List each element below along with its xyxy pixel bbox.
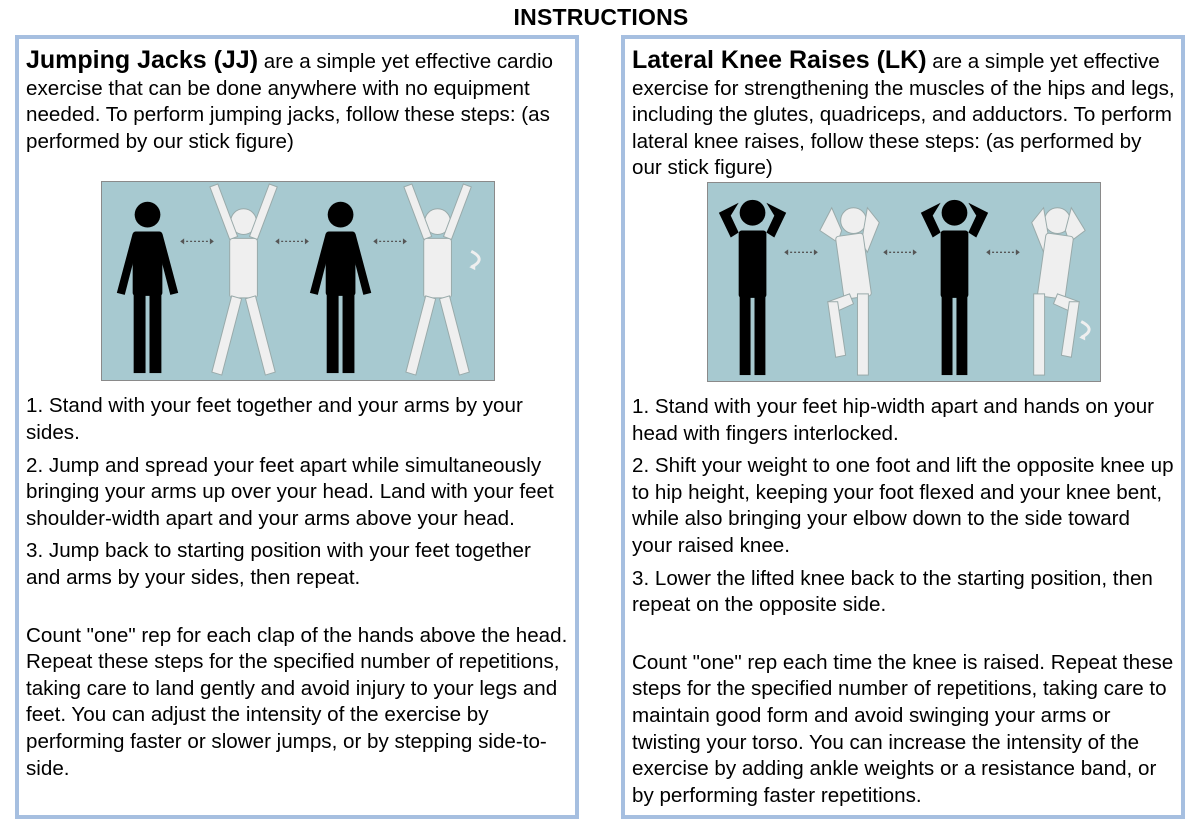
lateral-knee-raises-intro-text: are a simple yet effective exercise for strengthening the muscles of the hips and legs, including the glutes, quadriceps, and adductors. To perform lateral knee raises, follow these steps: (as performed by our stick figure) (632, 50, 1175, 180)
jumping-jacks-step-1: 1. Stand with your feet together and your arms by your sides. (26, 394, 523, 444)
lateral-knee-raises-step-2: 2. Shift your weight to one foot and lift the opposite knee up to hip height, keeping your foot flexed and your knee bent, while also bringing your elbow down to the side toward your raised knee. (632, 454, 1174, 557)
lateral-knee-raises-illustration (707, 182, 1101, 382)
jumping-jacks-step-3: 3. Jump back to starting position with your feet together and arms by your sides, then repeat. (26, 539, 531, 589)
jumping-jacks-heading: Jumping Jacks (JJ) (26, 46, 259, 74)
jumping-jacks-illustration (101, 181, 495, 381)
jumping-jacks-intro (26, 47, 569, 155)
lateral-knee-raises-step-1: 1. Stand with your feet hip-width apart and hands on your head with fingers interlocked. (632, 394, 1155, 445)
jumping-jacks-intro-text: are a simple yet effective cardio exercise that can be done anywhere with no equipment needed. To perform jumping jacks, follow these steps: (as performed by our stick figure) (26, 50, 553, 153)
page-title: INSTRUCTIONS (513, 4, 689, 30)
jumping-jacks-note: Count "one" rep for each clap of the hands above the head. Repeat these steps for the specified number of repetitions, taking care to land gently and avoid injury to your legs and feet. You can adjust the intensity of the exercise by performing faster or slower jumps, or by stepping side-to-side. (26, 623, 568, 780)
jumping-jacks-panel (15, 35, 579, 819)
lateral-knee-raises-heading: Lateral Knee Raises (LK) (632, 46, 927, 74)
jumping-jacks-step-2: 2. Jump and spread your feet apart while simultaneously bringing your arms up over your head. Land with your feet shoulder-width apart and your arms above your head. (26, 453, 554, 530)
lateral-knee-raises-panel (621, 35, 1185, 819)
lateral-knee-raises-note: Count "one" rep each time the knee is raised. Repeat these steps for the specified number of repetitions, taking care to maintain good form and avoid swinging your arms or twisting your torso. You can increase the intensity of the exercise by adding ankle weights or a resistance band, or by performing faster repetitions. (632, 650, 1174, 807)
lateral-knee-raises-intro (632, 47, 1175, 182)
lateral-knee-raises-step-3: 3. Lower the lifted knee back to the starting position, then repeat on the opposite side. (632, 566, 1153, 617)
